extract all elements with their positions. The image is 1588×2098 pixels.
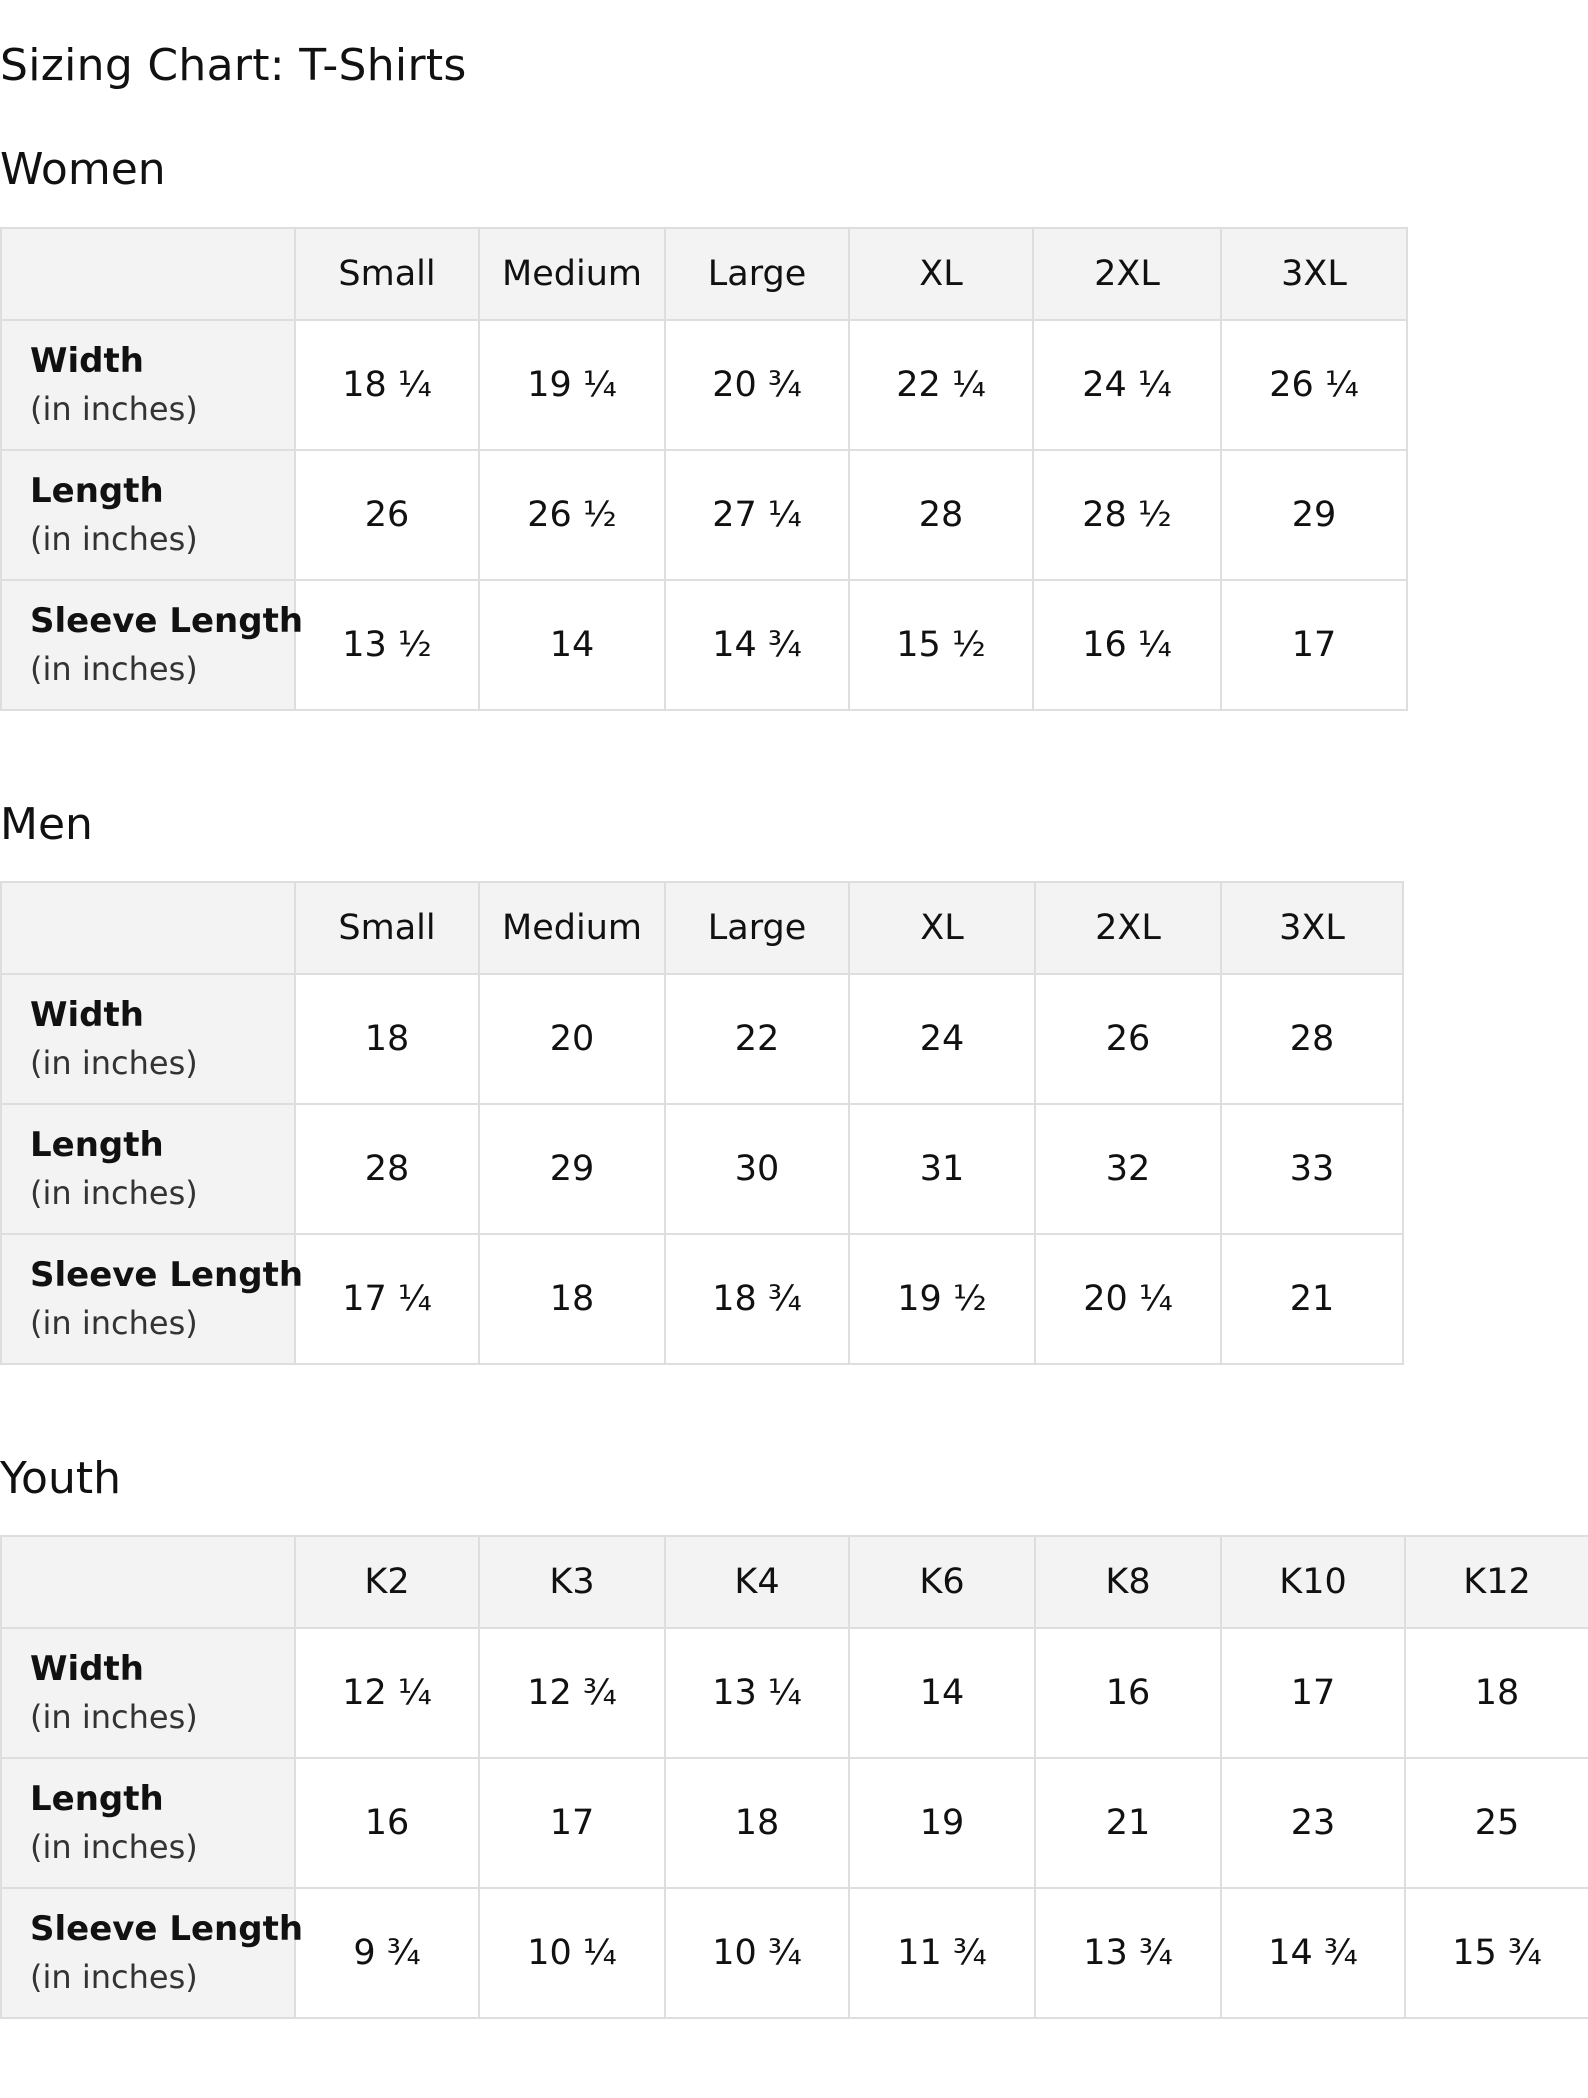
table-cell: 27 ¼ — [665, 450, 849, 580]
row-label-name: Width — [30, 995, 144, 1035]
column-header: 2XL — [1033, 228, 1221, 320]
table-row — [1, 450, 1407, 580]
table-row — [1, 320, 1407, 450]
column-header: Small — [295, 228, 479, 320]
page-title: Sizing Chart: T-Shirts — [0, 40, 467, 91]
table-cell: 15 ½ — [849, 580, 1033, 710]
table-cell: 24 — [849, 974, 1035, 1104]
table-cell: 26 — [1035, 974, 1221, 1104]
column-header: K10 — [1221, 1536, 1405, 1628]
table-row — [1, 1888, 1588, 2018]
table-corner-cell — [1, 1536, 295, 1628]
table-row — [1, 974, 1403, 1104]
table-cell: 28 — [849, 450, 1033, 580]
section-heading-men: Men — [0, 799, 93, 850]
row-label-name: Sleeve Length — [30, 1255, 304, 1295]
table-cell: 21 — [1221, 1234, 1403, 1364]
column-header: XL — [849, 228, 1033, 320]
table-cell: 33 — [1221, 1104, 1403, 1234]
table-cell: 18 — [665, 1758, 849, 1888]
table-cell: 30 — [665, 1104, 849, 1234]
table-cell: 25 — [1405, 1758, 1588, 1888]
row-label — [1, 580, 304, 710]
table-cell: 18 — [295, 974, 479, 1104]
section-heading-women: Women — [0, 144, 166, 195]
table-cell: 18 — [479, 1234, 665, 1364]
row-label-unit: (in inches) — [30, 1304, 198, 1342]
row-label — [1, 450, 295, 580]
table-cell: 16 ¼ — [1033, 580, 1221, 710]
table-cell: 9 ¾ — [295, 1888, 479, 2018]
table-cell: 12 ¼ — [295, 1628, 479, 1758]
table-row — [1, 1628, 1588, 1758]
table-cell: 21 — [1035, 1758, 1221, 1888]
table-header-row — [1, 228, 1407, 320]
row-label-name: Length — [30, 1125, 164, 1165]
table-row — [1, 1234, 1403, 1364]
row-label-name: Width — [30, 341, 144, 381]
column-header: K3 — [479, 1536, 665, 1628]
table-cell: 18 ¼ — [295, 320, 479, 450]
table-cell: 13 ½ — [295, 580, 479, 710]
row-label — [1, 1628, 295, 1758]
column-header: K8 — [1035, 1536, 1221, 1628]
table-cell: 29 — [479, 1104, 665, 1234]
row-label-name: Sleeve Length — [30, 1909, 304, 1949]
table-cell: 19 ¼ — [479, 320, 665, 450]
table-cell: 14 ¾ — [1221, 1888, 1405, 2018]
table-cell: 17 — [1221, 580, 1407, 710]
table-cell: 29 — [1221, 450, 1407, 580]
table-cell: 26 ¼ — [1221, 320, 1407, 450]
table-cell: 10 ¾ — [665, 1888, 849, 2018]
row-label-unit: (in inches) — [30, 1698, 198, 1736]
row-label-unit: (in inches) — [30, 520, 198, 558]
row-label — [1, 1888, 304, 2018]
row-label-name: Length — [30, 1779, 164, 1819]
men-size-table — [0, 881, 1404, 1365]
table-cell: 16 — [1035, 1628, 1221, 1758]
table-header-row — [1, 1536, 1588, 1628]
column-header: K2 — [295, 1536, 479, 1628]
column-header: Medium — [479, 882, 665, 974]
column-header: 3XL — [1221, 228, 1407, 320]
table-cell: 28 — [295, 1104, 479, 1234]
table-cell: 28 — [1221, 974, 1403, 1104]
table-cell: 23 — [1221, 1758, 1405, 1888]
row-label — [1, 974, 295, 1104]
table-cell: 22 ¼ — [849, 320, 1033, 450]
row-label-unit: (in inches) — [30, 1174, 198, 1212]
column-header: 3XL — [1221, 882, 1403, 974]
row-label — [1, 1758, 295, 1888]
row-label — [1, 320, 295, 450]
table-cell: 10 ¼ — [479, 1888, 665, 2018]
row-label-name: Length — [30, 471, 164, 511]
row-label-unit: (in inches) — [30, 1958, 198, 1996]
table-cell: 20 — [479, 974, 665, 1104]
column-header: K4 — [665, 1536, 849, 1628]
table-row — [1, 1758, 1588, 1888]
table-cell: 13 ¼ — [665, 1628, 849, 1758]
table-cell: 24 ¼ — [1033, 320, 1221, 450]
women-size-table — [0, 227, 1408, 711]
row-label — [1, 1234, 304, 1364]
row-label-unit: (in inches) — [30, 1828, 198, 1866]
youth-size-table — [0, 1535, 1588, 2019]
table-cell: 13 ¾ — [1035, 1888, 1221, 2018]
table-row — [1, 580, 1407, 710]
table-cell: 18 — [1405, 1628, 1588, 1758]
table-cell: 12 ¾ — [479, 1628, 665, 1758]
table-cell: 14 ¾ — [665, 580, 849, 710]
table-cell: 16 — [295, 1758, 479, 1888]
table-cell: 17 — [1221, 1628, 1405, 1758]
table-cell: 11 ¾ — [849, 1888, 1035, 2018]
column-header: 2XL — [1035, 882, 1221, 974]
table-cell: 18 ¾ — [665, 1234, 849, 1364]
table-cell: 20 ¼ — [1035, 1234, 1221, 1364]
table-cell: 20 ¾ — [665, 320, 849, 450]
column-header: Medium — [479, 228, 665, 320]
table-cell: 22 — [665, 974, 849, 1104]
table-cell: 17 ¼ — [295, 1234, 479, 1364]
table-row — [1, 1104, 1403, 1234]
table-cell: 32 — [1035, 1104, 1221, 1234]
table-cell: 17 — [479, 1758, 665, 1888]
row-label-unit: (in inches) — [30, 650, 198, 688]
table-corner-cell — [1, 882, 295, 974]
row-label — [1, 1104, 295, 1234]
column-header: XL — [849, 882, 1035, 974]
table-cell: 26 — [295, 450, 479, 580]
table-cell: 31 — [849, 1104, 1035, 1234]
table-cell: 15 ¾ — [1405, 1888, 1588, 2018]
table-corner-cell — [1, 228, 295, 320]
section-heading-youth: Youth — [0, 1453, 121, 1504]
row-label-name: Width — [30, 1649, 144, 1689]
column-header: Small — [295, 882, 479, 974]
table-cell: 14 — [479, 580, 665, 710]
column-header: Large — [665, 228, 849, 320]
column-header: K6 — [849, 1536, 1035, 1628]
table-cell: 19 — [849, 1758, 1035, 1888]
table-cell: 19 ½ — [849, 1234, 1035, 1364]
column-header: Large — [665, 882, 849, 974]
table-cell: 28 ½ — [1033, 450, 1221, 580]
table-cell: 26 ½ — [479, 450, 665, 580]
row-label-name: Sleeve Length — [30, 601, 304, 641]
column-header: K12 — [1405, 1536, 1588, 1628]
row-label-unit: (in inches) — [30, 390, 198, 428]
table-cell: 14 — [849, 1628, 1035, 1758]
row-label-unit: (in inches) — [30, 1044, 198, 1082]
table-header-row — [1, 882, 1403, 974]
